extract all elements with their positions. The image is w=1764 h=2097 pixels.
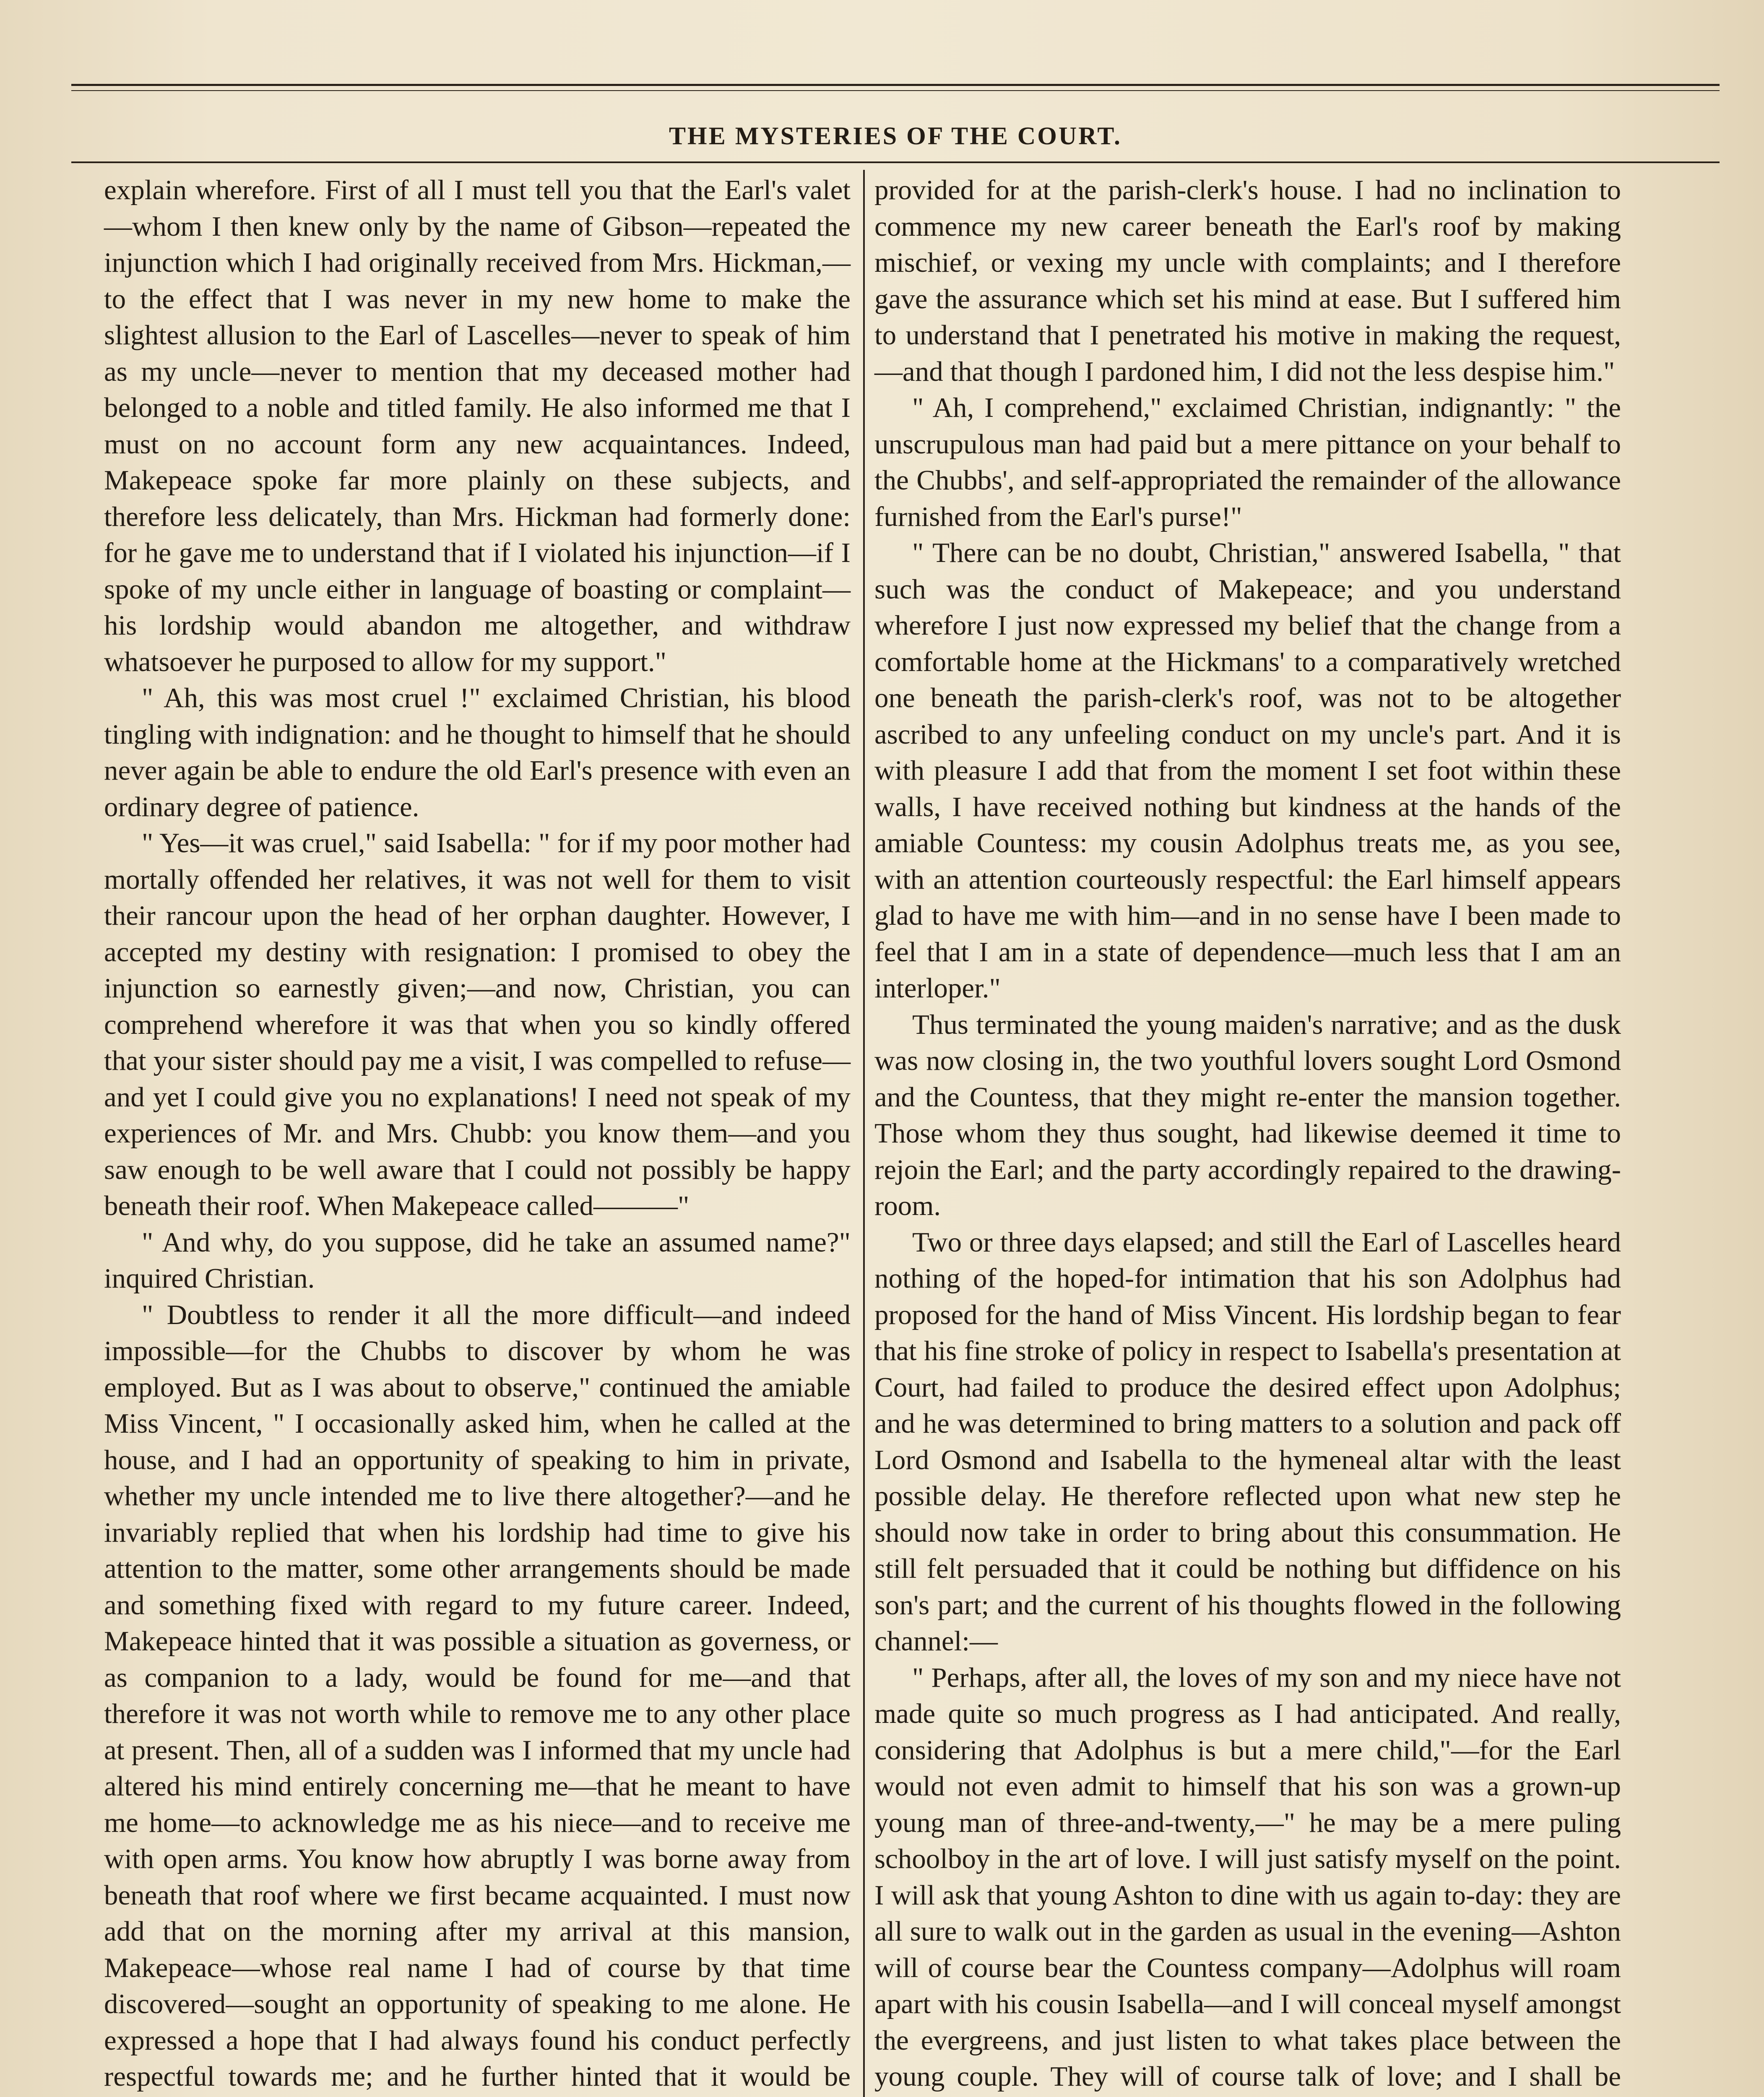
- top-border-rule: [71, 84, 1720, 86]
- column-divider: [863, 170, 865, 2097]
- right-text-column: [874, 172, 1621, 2097]
- top-border-rule-thin: [71, 90, 1720, 91]
- paragraph: Thus terminated the young maiden's narrative; and as the dusk was now closing in, the two youthful lovers sought Lord Osmond and the Countess, that they might re-enter the mansion together. Those whom they thus sought, had likewise deemed it time to rejoin the Earl; and the party accordingly repaired to the drawing-room.: [874, 1009, 1621, 1221]
- paragraph: " Perhaps, after all, the loves of my son and my niece have not made quite so much progress as I had anticipated. And really, considering that Adolphus is but a mere child,"—for the Earl would not even admit to himself that his son was a grown-up young man of three-and-twenty,—" he may be a mere puling schoolboy in the art of love. I will just satisfy myself on the point. I will ask that young Ashton to dine with us again to-day: they are all sure to walk out in the garden as usual in the evening—Ashton will of course bear the Countess company—Adolphus will roam apart with his cousin Isabella—and I will conceal myself amongst the evergreens, and just listen to what takes place between the young couple. They will of course talk of love; and I shall be: [874, 1662, 1621, 2092]
- paragraph: " And why, do you suppose, did he take an assumed name?" inquired Christian.: [104, 1226, 851, 1294]
- running-head: THE MYSTERIES OF THE COURT.: [669, 122, 1122, 150]
- paragraph: " Yes—it was cruel," said Isabella: " for if my poor mother had mortally offended her relatives, it was not well for them to visit their rancour upon the head of her orphan daughter. However, I accepted my destiny with resignation: I promised to obey the injunction so earnestly given;—and now, Christian, you can comprehend wherefore it was that when you so kindly offered that your sister should pay me a visit, I was compelled to refuse—and yet I could give you no explanations! I need not speak of my experiences of Mr. and Mrs. Chubb: you know them—and you saw enough to be well aware that I could not possibly be happy beneath their roof. When Makepeace called———": [104, 827, 851, 1221]
- paragraph: " Doubtless to render it all the more difficult—and indeed impossible—for the Chubbs to discover by whom he was employed. But as I was about to observe," continued the amiable Miss Vincent, " I occasionally asked him, when he called at the house, and I had an opportunity of speaking to him in private, whether my uncle intended me to live there altogether?—and he invariably replied that when his lordship had time to give his attention to the matter, some other arrangements should be made and something fixed with regard to my future career. Indeed, Makepeace hinted that it was possible a situation as governess, or as companion to a lady, would be found for me—and that therefore it was not worth while to remove me to any other place at present. Then, all of a sudden was I informed that my uncle had altered his mind entirely concerning me—that he meant to have me home—to acknowledge me as his niece—and to receive me with open arms. You know how abruptly I was borne away from beneath that roof where we first became acquainted. I must now add that on the morning after my arrival at this mansion, Makepeace—whose real name I had of course by that time discovered—sought an opportunity of speaking to me alone. He expressed a hope that I had always found his conduct perfectly respectful towards me; and he further hinted that it would be: [104, 1299, 851, 2092]
- paragraph: provided for at the parish-clerk's house. I had no inclination to commence my new career beneath the Earl's roof by making mischief, or vexing my uncle with complaints; and I therefore gave the assurance which set his mind at ease. But I suffered him to understand that I penetrated his motive in making the request,—and that though I pardoned him, I did not the less despise him.": [874, 174, 1621, 387]
- paragraph: " Ah, I comprehend," exclaimed Christian, indignantly: " the unscrupulous man had paid but a mere pittance on your behalf to the Chubbs', and self-appropriated the remainder of the allowance furnished from the Earl's purse!": [874, 392, 1621, 532]
- paragraph: Two or three days elapsed; and still the Earl of Lascelles heard nothing of the hoped-for intimation that his son Adolphus had proposed for the hand of Miss Vincent. His lordship began to fear that his fine stroke of policy in respect to Isabella's presentation at Court, had failed to produce the desired effect upon Adolphus; and he was determined to bring matters to a solution and pack off Lord Osmond and Isabella to the hymeneal altar with the least possible delay. He therefore reflected upon what new step he should now take in order to bring about this consummation. He still felt persuaded that it could be nothing but diffidence on his son's part; and the current of his thoughts flowed in the following channel:—: [874, 1226, 1621, 1657]
- header-rule: [71, 161, 1720, 163]
- left-text-column: [104, 172, 851, 2097]
- paragraph: explain wherefore. First of all I must tell you that the Earl's valet—whom I then knew only by the name of Gibson—repeated the injunction which I had originally received from Mrs. Hickman,—to the effect that I was never in my new home to make the slightest allusion to the Earl of Lascelles—never to speak of him as my uncle—never to mention that my deceased mother had belonged to a noble and titled family. He also informed me that I must on no account form any new acquaintances. Indeed, Makepeace spoke far more plainly on these subjects, and therefore less delicately, than Mrs. Hickman had formerly done: for he gave me to understand that if I violated his injunction—if I spoke of my uncle either in language of boasting or complaint—his lordship would abandon me altogether, and withdraw whatsoever he purposed to allow for my support.": [104, 174, 851, 677]
- paragraph: " There can be no doubt, Christian," answered Isabella, " that such was the conduct of Makepeace; and you understand wherefore I just now expressed my belief that the change from a comfortable home at the Hickmans' to a comparatively wretched one beneath the parish-clerk's roof, was not to be altogether ascribed to any unfeeling conduct on my uncle's part. And it is with pleasure I add that from the moment I set foot within these walls, I have received nothing but kindness at the hands of the amiable Countess: my cousin Adolphus treats me, as you see, with an attention courteously respectful: the Earl himself appears glad to have me with him—and in no sense have I been made to feel that I am in a state of dependence—much less that I am an interloper.": [874, 537, 1621, 1004]
- paragraph: " Ah, this was most cruel !" exclaimed Christian, his blood tingling with indignation: and he thought to himself that he should never again be able to endure the old Earl's presence with even an ordinary degree of patience.: [104, 682, 851, 822]
